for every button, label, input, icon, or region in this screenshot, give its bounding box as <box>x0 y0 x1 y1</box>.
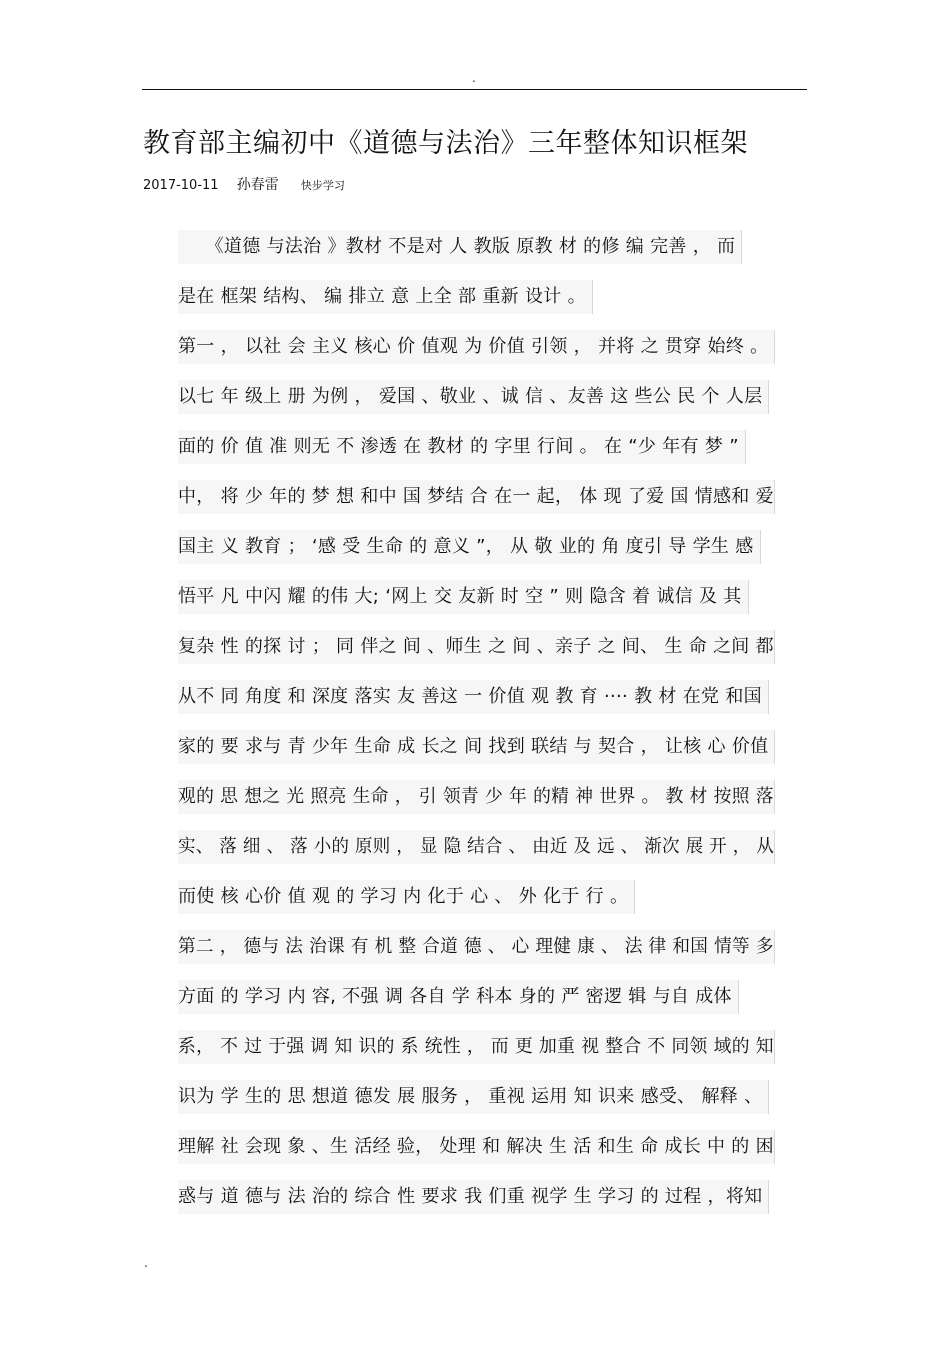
paragraph-line <box>178 822 793 872</box>
paragraph-line <box>178 972 732 1022</box>
paragraph-line-text: 而使 核 心价 值 观 的 学习 内 化于 心 、 外 化于 行 。 <box>178 886 629 907</box>
paragraph-line <box>178 1072 762 1122</box>
paragraph-line-text: 观的 思 想之 光 照亮 生命 ， 引 领青 少 年 的精 神 世界 。 教 材 按照 落 <box>178 786 774 807</box>
article-meta <box>143 176 345 195</box>
paragraph-line <box>178 322 768 372</box>
paragraph-line <box>178 572 742 622</box>
paragraph-line <box>178 672 762 722</box>
paragraph-line <box>178 372 762 422</box>
paragraph-line-text: 悟平 凡 中闪 耀 的伟 大; ‘网上 交 友新 时 空 ” 则 隐含 着 诚信 及 其 <box>178 586 742 607</box>
publish-date: 2017-10-11 <box>143 178 219 193</box>
header-rule <box>142 89 807 90</box>
paragraph-line-text: 是在 框架 结构、 编 排立 意 上全 部 重新 设计 。 <box>178 286 586 307</box>
header-dot: . <box>472 71 476 85</box>
paragraph-line-text: 理解 社 会现 象 、生 活经 验， 处理 和 解决 生 活 和生 命 成长 中 的 困 <box>178 1136 774 1157</box>
paragraph-line <box>178 422 739 472</box>
paragraph-line-text: 第一 ， 以社 会 主义 核心 价 值观 为 价值 引领 ， 并将 之 贯穿 始终 。 <box>178 336 769 357</box>
paragraph-line-text: 方面 的 学习 内 容, 不强 调 各自 学 科本 身的 严 密逻 辑 与自 成体 <box>178 986 732 1007</box>
paragraph-line-text: 实、 落 细 、 落 小的 原则 ， 显 隐 结合 、 由近 及 远 、 渐次 展 开 ， 从 <box>178 836 775 857</box>
source-name: 快步学习 <box>300 179 345 192</box>
author-name: 孙春雷 <box>236 177 279 193</box>
paragraph-line-text: 复杂 性 的探 讨 ； 同 伴之 间 、师生 之 间 、亲子 之 间、 生 命 之间 都 <box>178 636 774 657</box>
paragraph-line <box>178 622 774 672</box>
paragraph-line-text: 识为 学 生的 思 想道 德发 展 服务 ， 重视 运用 知 识来 感受、 解释 、 <box>178 1086 763 1107</box>
paragraph-line <box>178 272 586 322</box>
paragraph-line <box>178 1122 774 1172</box>
paragraph-line-text: 中， 将 少 年的 梦 想 和中 国 梦结 合 在一 起， 体 现 了爱 国 情感和 爱 <box>178 486 774 507</box>
paragraph-line-text: 面的 价 值 准 则无 不 渗透 在 教材 的 字里 行间 。 在 “少 年有 梦 ” <box>178 436 739 457</box>
paragraph-line-text: 系， 不 过 于强 调 知 识的 系 统性 ， 而 更 加重 视 整合 不 同领 域的 知 <box>178 1036 774 1057</box>
paragraph-line-text: 家的 要 求与 青 少年 生命 成 长之 间 找到 联结 与 契合 ， 让核 心 价值 <box>178 736 769 757</box>
paragraph-line <box>178 1022 781 1072</box>
paragraph-line <box>178 472 774 522</box>
paragraph-line-text: 第二 ， 德与 法 治课 有 机 整 合道 德 、 心 理健 康 、 法 律 和国 情等 多 <box>178 936 774 957</box>
paragraph-line <box>178 722 768 772</box>
paragraph-line <box>178 1172 762 1222</box>
paragraph-line <box>178 872 628 922</box>
paragraph-line <box>178 922 787 972</box>
footer-dot: . <box>144 1256 148 1270</box>
paragraph-line-text: 从不 同 角度 和 深度 落实 友 善这 一 价值 观 教 育 ···· 教 材 在党 和国 <box>178 686 762 707</box>
paragraph-line-text: 《道德 与法治 》教材 不是对 人 教版 原教 材 的修 编 完善 ， 而 <box>178 236 736 257</box>
paragraph-line <box>178 522 754 572</box>
article-title: 教育部主编初中《道德与法治》三年整体知识框架 <box>143 128 748 159</box>
paragraph-line <box>178 772 781 822</box>
paragraph-line-text: 惑与 道 德与 法 治的 综合 性 要求 我 们重 视学 生 学习 的 过程 ，将知 <box>178 1186 763 1207</box>
paragraph-line-text: 国主 义 教育 ； ‘感 受 生命 的 意义 ”， 从 敬 业的 角 度引 导 学生 感 <box>178 536 754 557</box>
paragraph-line <box>178 222 735 272</box>
paragraph-line-text: 以七 年 级上 册 为例 ， 爱国 、敬业 、诚 信 、友善 这 些公 民 个 人层 <box>178 386 763 407</box>
